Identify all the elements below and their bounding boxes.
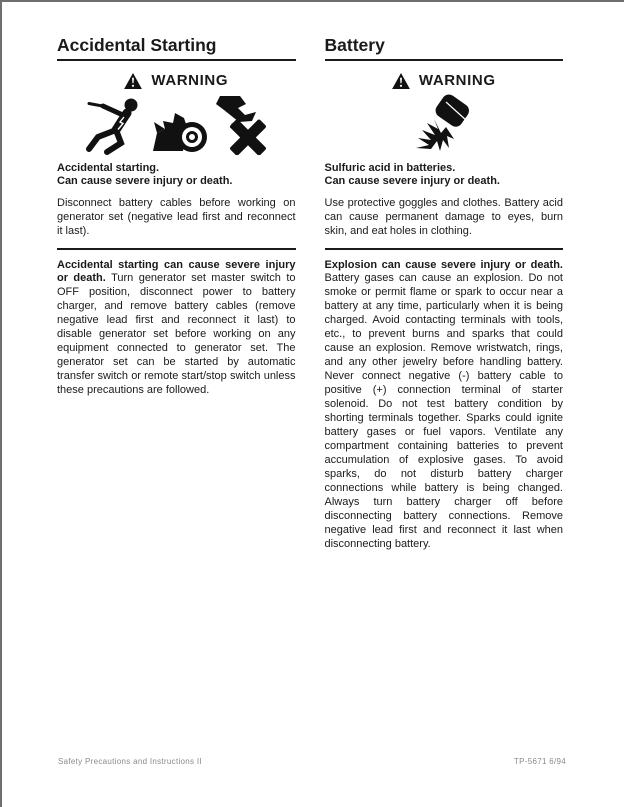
two-column-layout — [2, 2, 624, 552]
hazard-statement-line2: Can cause severe injury or death. — [57, 174, 233, 187]
page-footer — [58, 757, 566, 766]
divider — [57, 248, 296, 250]
hazard-pictograms — [57, 93, 296, 155]
divider — [325, 248, 564, 250]
section-battery — [325, 35, 564, 552]
hazard-action-text: Use protective goggles and clothes. Battery acid can cause permanent damage to eyes, burn skin, and eat holes in clothing. — [324, 196, 563, 237]
body-paragraph-text: Battery gases can cause an explosion. Do not smoke or permit flame or spark to occur near a battery at any time, particularly when it is being charged. Avoid contacting terminals with tools, etc., to prevent burns and sparks that could cause an explosion. Remove wristwatch, rings, and any other jewelry before handling battery. Never connect negative (-) battery cable to positive (+) connection terminal of starter solenoid. Do not test battery condition by shorting terminals together. Sparks could ignite battery gases or fuel vapors. Ventilate any compartment containing batteries to prevent accumulation of explosive gases. To avoid sparks, do not disturb battery charger connections while battery is being changed. Always turn battery charger off before disconnecting battery connections. Remove negative lead first and reconnect it last when disconnecting battery. — [324, 272, 563, 550]
footer-document-number: TP-5671 6/94 — [513, 757, 566, 766]
section-title: Battery — [325, 35, 564, 61]
hazard-action-text: Disconnect battery cables before working on generator set (negative lead first and reconnect it last). — [57, 196, 296, 237]
warning-banner — [325, 72, 564, 89]
warning-banner — [57, 72, 296, 89]
body-paragraph-lead: Accidental starting can cause severe injury or death. — [57, 258, 296, 285]
exploding-battery-icon — [412, 93, 476, 155]
body-paragraph — [57, 259, 296, 399]
hazard-statement-line1: Sulfuric acid in batteries. — [324, 162, 456, 174]
hazard-pictograms — [325, 93, 564, 155]
section-title: Accidental Starting — [57, 35, 296, 61]
body-paragraph-lead: Explosion can cause severe injury or death. — [324, 258, 563, 271]
body-paragraph-text: Turn generator set master switch to OFF position, disconnect power to battery charger, and remove battery cables (remove negative lead first and reconnect it last) to disable generator set before working on any equipment connected to generator set. The generator set can be started by automatic transfer switch or remote start/stop switch unless these precautions are followed. — [57, 272, 296, 397]
warning-triangle-icon — [392, 73, 410, 89]
hand-moving-parts-icon — [212, 95, 266, 155]
section-accidental-starting — [57, 35, 296, 552]
warning-triangle-icon — [124, 73, 142, 89]
electric-shock-person-icon — [86, 97, 148, 155]
hazard-statement-line1: Accidental starting. — [57, 162, 160, 174]
warning-label: WARNING — [151, 72, 229, 89]
body-paragraph — [325, 259, 564, 552]
rotating-machinery-icon — [151, 103, 209, 155]
warning-label: WARNING — [418, 72, 496, 89]
footer-document-title: Safety Precautions and Instructions II — [58, 757, 202, 766]
hazard-statement-line2: Can cause severe injury or death. — [324, 174, 500, 187]
